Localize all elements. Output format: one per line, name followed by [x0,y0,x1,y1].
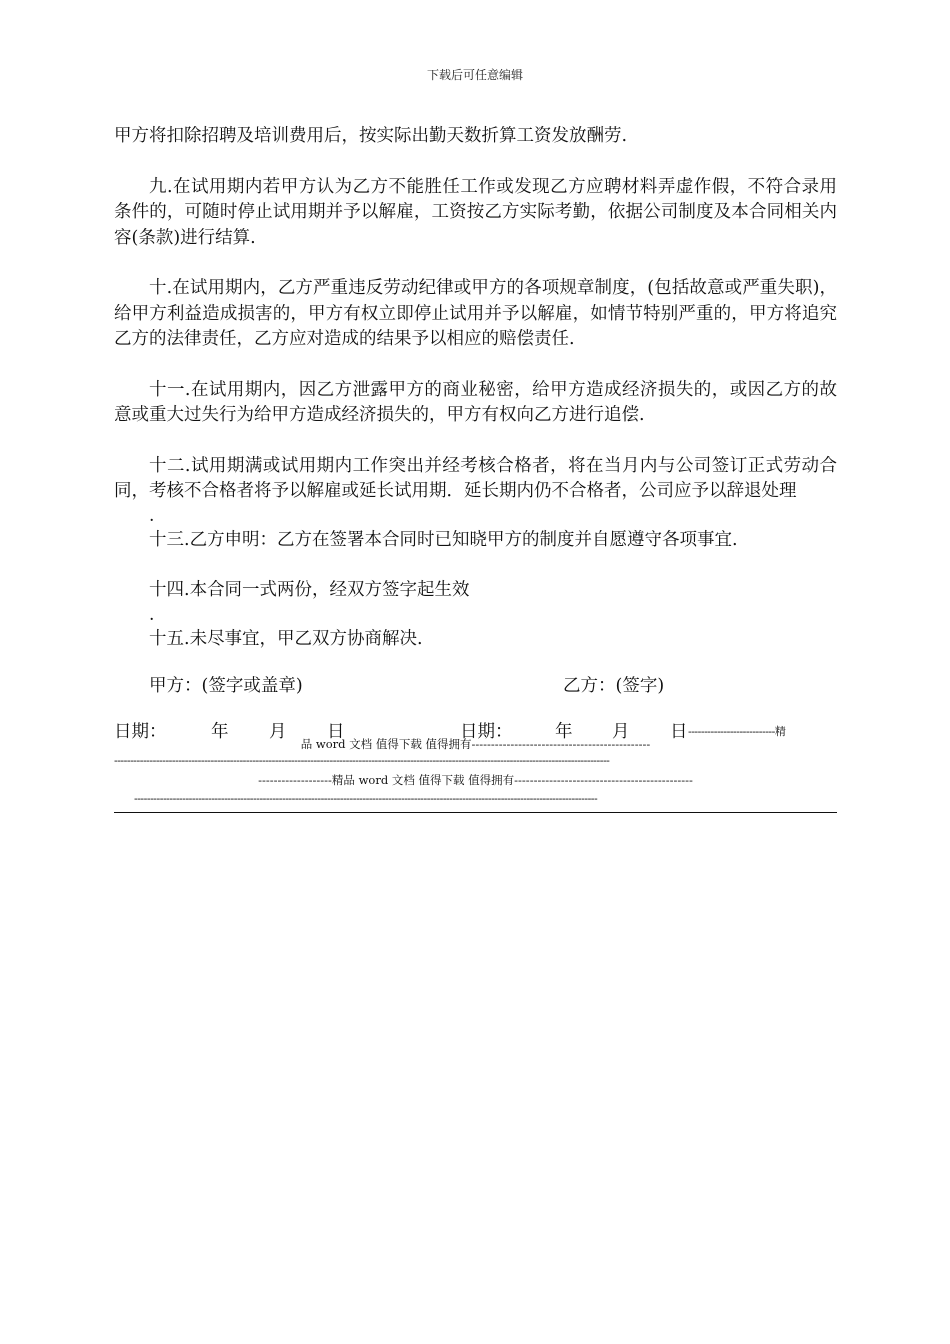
clause-12: 十二.试用期满或试用期内工作突出并经考核合格者，将在当月内与公司签订正式劳动合同，考核不合格者将予以解雇或延长试用期．延长期内仍不合格者，公司应予以辞退处理 [114,455,837,501]
page-header: 下载后可任意编辑 [426,68,523,82]
date-label-a: 日期： [114,722,167,742]
paragraph-0: 甲方将扣除招聘及培训费用后，按实际出勤天数折算工资发放酬劳. [114,126,628,146]
clause-14: 十四.本合同一式两份，经双方签字起生效 [149,580,470,600]
clause-9: 九.在试用期内若甲方认为乙方不能胜任工作或发现乙方应聘材料弄虚作假，不符合录用条件的，可随时停止试用期并予以解雇，工资按乙方实际考勤，依据公司制度及本合同相关内容(条款)进行结算. [114,176,837,248]
watermark-line-2: 品 word 文档 值得下载 值得拥有---------------------------------------------- [300,737,651,751]
clause-11: 十一.在试用期内，因乙方泄露甲方的商业秘密，给甲方造成经济损失的，或因乙方的故意或重大过失行为给甲方造成经济损失的，甲方有权向乙方进行追偿. [114,379,837,425]
dot-separator-1: . [149,505,155,526]
date-label-b: 日期： [460,722,513,742]
party-a-signature: 甲方：(签字或盖章) [149,676,303,696]
clause-10: 十.在试用期内，乙方严重违反劳动纪律或甲方的各项规章制度，(包括故意或严重失职)，给甲方利益造成损害的，甲方有权立即停止试用并予以解雇，如情节特别严重的，甲方将追究乙方的法律责任，乙方应对造成的结果予以相应的赔偿责任. [114,278,837,349]
dot-separator-2: . [149,604,155,625]
month-b: 月 [612,722,630,742]
clause-15: 十五.未尽事宜，甲乙双方协商解决. [149,628,423,649]
signature-row [114,672,837,698]
watermark-line-4: -------------------精品 word 文档 值得下载 值得拥有---------------------------------------------- [258,773,693,787]
party-b-signature: 乙方：(签字) [563,676,665,696]
document-body [114,124,837,822]
watermark-line-5: ------------------------------------------------------------------------------------------------------------------------------------------------ [134,792,598,805]
clause-13: 十三.乙方申明：乙方在签署本合同时已知晓甲方的制度并自愿遵守各项事宜. [149,529,738,550]
watermark-line-3: ---------------------------------------------------------------------------------------------------------------------------------------------------------- [114,754,610,767]
watermark-block [114,737,837,822]
month-a: 月 [269,722,287,742]
year-a: 年 [211,722,229,742]
day-b: 日 [670,722,688,742]
watermark-tail: ---------------------------精 [688,725,786,738]
bottom-rule [114,812,837,813]
day-a: 日 [327,722,345,742]
year-b: 年 [555,722,573,742]
